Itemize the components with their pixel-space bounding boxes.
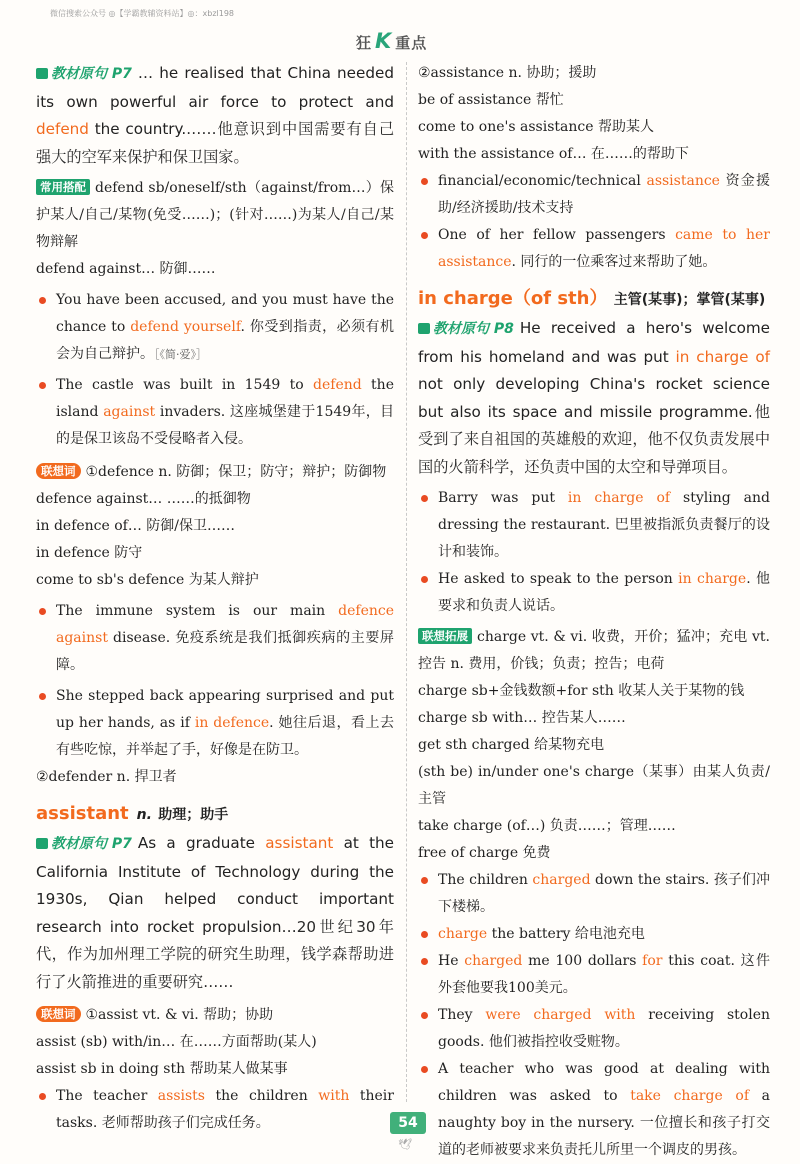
- association-charge: 联想拓展 charge vt. & vi. 收费，开价；猛冲；充电 vt. 控告 n. 费用，价钱；负责；控告；电荷: [418, 629, 770, 672]
- brand-left: 狂: [356, 34, 373, 52]
- defence-line: in defence 防守: [36, 545, 143, 561]
- textbook-sentence-defend: 教材原句 P7 … he realised that China needed its own powerful air force to protect and defend the country.……他意识到中国需要有自己强大的空军来保护和保卫国家。: [36, 60, 394, 171]
- charge-line: charge sb+金钱数额+for sth 收某人关于某物的钱: [418, 683, 745, 699]
- assistance-line: with the assistance of… 在……的帮助下: [418, 146, 689, 162]
- charge-line: free of charge 免费: [418, 845, 551, 861]
- entry-heading-assistant: assistant n. 助理；助手: [36, 803, 229, 824]
- example-charged-with: They were charged with receiving stolen goods. 他们被指控收受赃物。: [418, 1002, 770, 1056]
- example-came-to-assistance: One of her fellow passengers came to her assistance. 同行的一位乘客过来帮助了她。: [418, 222, 770, 276]
- example-charge-battery: charge the battery 给电池充电: [418, 921, 770, 948]
- defence-line: come to sb's defence 为某人辩护: [36, 572, 259, 588]
- collocation-tag: 常用搭配: [36, 179, 90, 195]
- example-in-defence: She stepped back appearing surprised and put up her hands, as if in defence. 她往后退，看上去有些吃惊，并举起了手，好像是在防卫。: [36, 683, 394, 764]
- example-assists: The teacher assists the children with their tasks. 老师帮助孩子们完成任务。: [36, 1083, 394, 1137]
- bird-icon: 🕊: [398, 1138, 412, 1151]
- charge-line: charge sb with… 控告某人……: [418, 710, 626, 726]
- charge-line: (sth be) in/under one's charge（某事）由某人负责/主管: [418, 764, 770, 807]
- assist-line: assist sb in doing sth 帮助某人做某事: [36, 1061, 288, 1077]
- example-defend-yourself: You have been accused, and you must have the chance to defend yourself. 你受到指责，必须有机会为自己辩护。［《简·爱》］: [36, 287, 394, 368]
- charge-line: take charge (of…) 负责……；管理……: [418, 818, 676, 834]
- defender-line: ②defender n. 捍卫者: [36, 769, 177, 785]
- assistance-line: be of assistance 帮忙: [418, 92, 564, 108]
- page-header: [0, 0, 800, 52]
- brand-title: [356, 29, 427, 53]
- assistance-line: ②assistance n. 协助；援助: [418, 65, 597, 81]
- page-number: 54: [390, 1112, 426, 1134]
- example-person-in-charge: He asked to speak to the person in charge. 他要求和负责人说话。: [418, 566, 770, 620]
- brand-k: K: [375, 29, 393, 53]
- column-divider: [406, 62, 408, 1102]
- example-immune: The immune system is our main defence against disease. 免疫系统是我们抵御疾病的主要屏障。: [36, 598, 394, 679]
- collocation-defend: 常用搭配 defend sb/oneself/sth（against/from…）保护某人/自己/某物(免受……)；(针对……)为某人/自己/某物辩解: [36, 180, 394, 250]
- entry-heading-in-charge: in charge（of sth） 主管(某事)；掌管(某事): [418, 288, 766, 309]
- brand-right: 重点: [395, 34, 428, 52]
- textbook-sentence-charge: 教材原句 P8 He received a hero's welcome from his homeland and was put in charge of not only developing China's rocket science but also its space and missile programme.他受到了来自祖国的英雄般的欢迎，他不仅负责发展中国的火箭科学，还负责中国的太空和导弹项目。: [418, 315, 770, 481]
- association-defence: 联想词 ①defence n. 防御；保卫；防守；辩护；防御物: [36, 459, 394, 486]
- example-barry: Barry was put in charge of styling and dressing the restaurant. 巴里被指派负责餐厅的设计和装饰。: [418, 485, 770, 566]
- textbook-tag: 教材原句 P8: [418, 316, 514, 344]
- charge-line: get sth charged 给某物充电: [418, 737, 605, 753]
- left-column: [36, 60, 394, 1137]
- assist-line: assist (sb) with/in… 在……方面帮助(某人): [36, 1034, 317, 1050]
- defence-line: defence against… ……的抵御物: [36, 491, 251, 507]
- assistance-line: come to one's assistance 帮助某人: [418, 119, 654, 135]
- example-defend-castle: The castle was built in 1549 to defend the island against invaders. 这座城堡建于1549年，目的是保卫该岛不受侵略者入侵。: [36, 372, 394, 453]
- defence-line: in defence of… 防御/保卫……: [36, 518, 236, 534]
- association-tag: 联想拓展: [418, 628, 472, 644]
- example-charged-coat: He charged me 100 dollars for this coat. 这件外套他要我100美元。: [418, 948, 770, 1002]
- right-column: [418, 60, 770, 1164]
- defend-against-line: defend against… 防御……: [36, 261, 216, 277]
- example-financial-assistance: financial/economic/technical assistance 资金援助/经济援助/技术支持: [418, 168, 770, 222]
- book-icon: [36, 838, 48, 849]
- textbook-tag: 教材原句 P7: [36, 831, 132, 859]
- book-icon: [36, 68, 48, 79]
- example-take-charge: A teacher who was good at dealing with children was asked to take charge of a naughty boy in the nursery. 一位擅长和孩子打交道的老师被要求来负责托儿所里一个调皮的男孩。: [418, 1056, 770, 1164]
- book-icon: [418, 323, 430, 334]
- association-assist: 联想词 ①assist vt. & vi. 帮助；协助: [36, 1002, 394, 1029]
- example-charged-stairs: The children charged down the stairs. 孩子们冲下楼梯。: [418, 867, 770, 921]
- association-tag: 联想词: [36, 1006, 81, 1022]
- textbook-tag: 教材原句 P7: [36, 61, 132, 89]
- wechat-watermark: 微信搜索公众号 ◎【学霸教辅资料站】◎：xbzl198: [50, 9, 235, 18]
- association-tag: 联想词: [36, 463, 81, 479]
- textbook-sentence-assistant: 教材原句 P7 As a graduate assistant at the California Institute of Technology during the 1930s, Qian helped conduct important research into rocket propulsion…20世纪30年代，作为加州理工学院的研究生助理，钱学森帮助进行了火箭推进的重要研究……: [36, 830, 394, 996]
